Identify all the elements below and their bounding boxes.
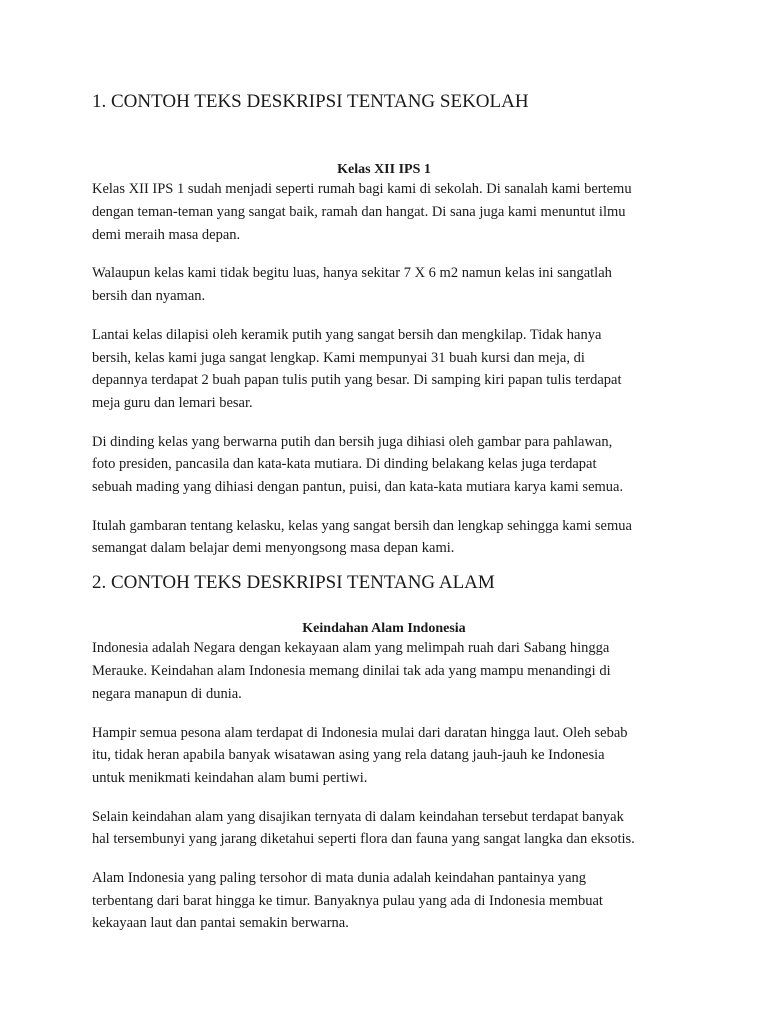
paragraph-line: bersih, kelas kami juga sangat lengkap. Kami mempunyai 31 buah kursi dan meja, di — [92, 350, 585, 366]
paragraph-line: foto presiden, pancasila dan kata-kata mutiara. Di dinding belakang kelas juga terdapat — [92, 456, 597, 472]
section-subheading: Kelas XII IPS 1 — [337, 162, 431, 177]
section-subheading: Keindahan Alam Indonesia — [302, 621, 466, 636]
section-heading: 1. CONTOH TEKS DESKRIPSI TENTANG SEKOLAH — [92, 91, 529, 112]
paragraph-line: Itulah gambaran tentang kelasku, kelas yang sangat bersih dan lengkap sehingga kami semua — [92, 518, 632, 534]
paragraph-line: depannya terdapat 2 buah papan tulis putih yang besar. Di samping kiri papan tulis terdapat — [92, 372, 622, 388]
paragraph-line: Selain keindahan alam yang disajikan ternyata di dalam keindahan tersebut terdapat banyak — [92, 809, 624, 825]
paragraph-line: Kelas XII IPS 1 sudah menjadi seperti rumah bagi kami di sekolah. Di sanalah kami bertemu — [92, 181, 632, 197]
paragraph-line: hal tersembunyi yang jarang diketahui seperti flora dan fauna yang sangat langka dan eksotis. — [92, 831, 635, 847]
paragraph-line: Merauke. Keindahan alam Indonesia memang dinilai tak ada yang mampu menandingi di — [92, 663, 611, 679]
paragraph-line: semangat dalam belajar demi menyongsong masa depan kami. — [92, 540, 455, 556]
paragraph-line: Walaupun kelas kami tidak begitu luas, hanya sekitar 7 X 6 m2 namun kelas ini sangatlah — [92, 265, 612, 281]
paragraph-line: Hampir semua pesona alam terdapat di Indonesia mulai dari daratan hingga laut. Oleh sebab — [92, 725, 628, 741]
paragraph-line: kekayaan laut dan pantai semakin berwarna. — [92, 915, 349, 931]
section-heading: 2. CONTOH TEKS DESKRIPSI TENTANG ALAM — [92, 572, 495, 593]
paragraph-line: bersih dan nyaman. — [92, 288, 206, 304]
paragraph-line: Indonesia adalah Negara dengan kekayaan alam yang melimpah ruah dari Sabang hingga — [92, 640, 610, 656]
paragraph-line: demi meraih masa depan. — [92, 227, 241, 243]
paragraph-line: itu, tidak heran apabila banyak wisatawan asing yang rela datang jauh-jauh ke Indonesia — [92, 747, 605, 763]
paragraph-line: Alam Indonesia yang paling tersohor di mata dunia adalah keindahan pantainya yang — [92, 870, 587, 886]
paragraph-line: sebuah mading yang dihiasi dengan pantun, puisi, dan kata-kata mutiara karya kami semua. — [92, 479, 624, 495]
paragraph-line: Lantai kelas dilapisi oleh keramik putih yang sangat bersih dan mengkilap. Tidak hanya — [92, 327, 602, 343]
paragraph-line: untuk menikmati keindahan alam bumi pertiwi. — [92, 770, 368, 786]
paragraph-line: meja guru dan lemari besar. — [92, 395, 253, 411]
paragraph-line: Di dinding kelas yang berwarna putih dan bersih juga dihiasi oleh gambar para pahlawan, — [92, 434, 613, 450]
paragraph-line: dengan teman-teman yang sangat baik, ramah dan hangat. Di sana juga kami menuntut ilmu — [92, 204, 626, 220]
paragraph-line: negara manapun di dunia. — [92, 686, 242, 702]
paragraph-line: terbentang dari barat hingga ke timur. Banyaknya pulau yang ada di Indonesia membuat — [92, 893, 603, 909]
